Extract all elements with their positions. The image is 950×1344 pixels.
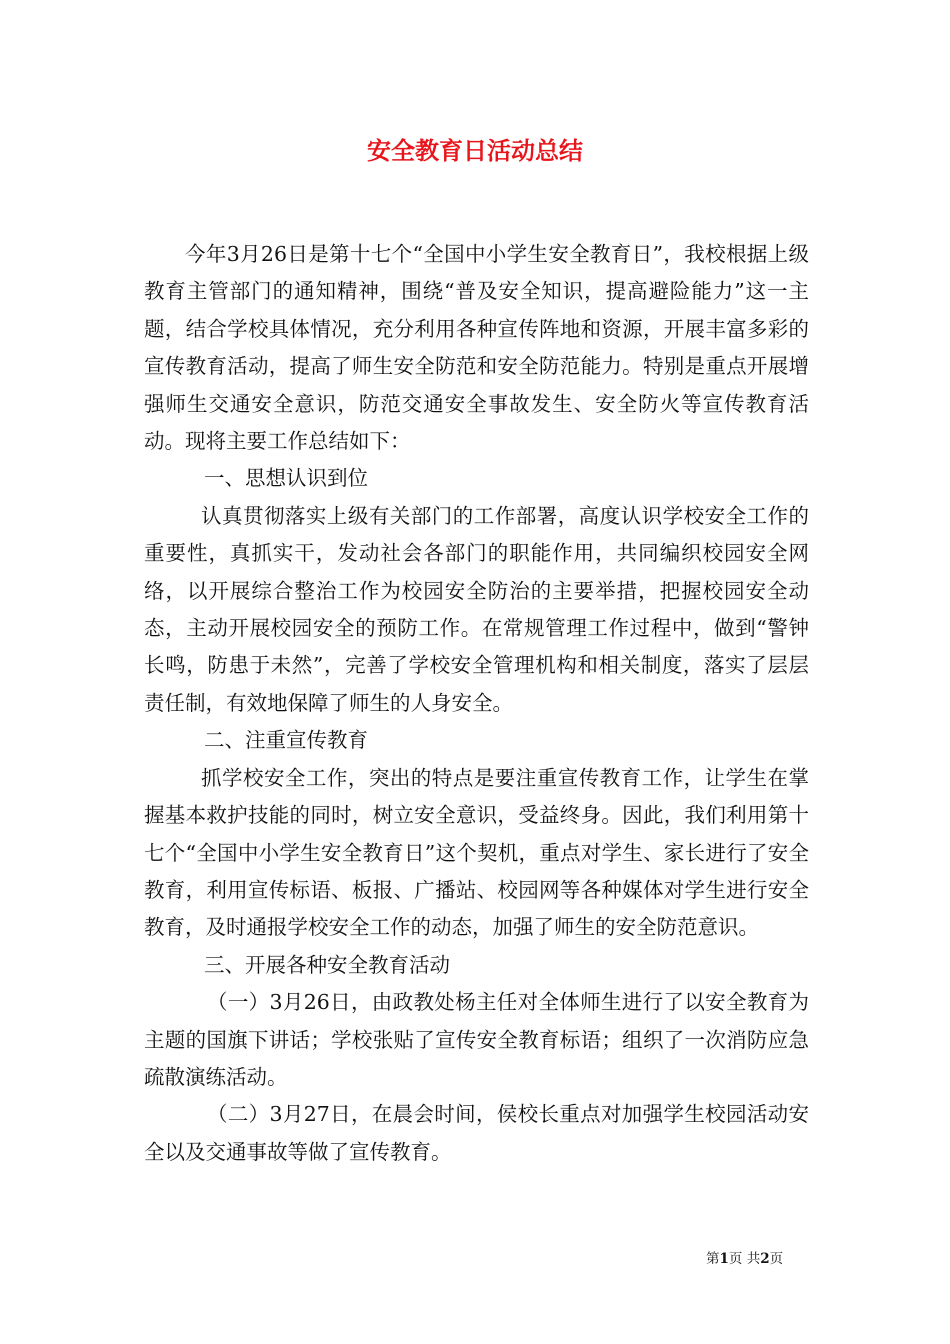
total-pages-number: 2 (760, 1251, 770, 1267)
current-page-number: 1 (719, 1251, 729, 1267)
document-body (144, 236, 809, 1171)
page-title: 安全教育日活动总结 (367, 136, 583, 165)
footer-suffix: 页 (769, 1251, 784, 1267)
intro-paragraph: 今年3月26日是第十七个“全国中小学生安全教育日”，我校根据上级教育主管部门的通知精神，围绕“普及安全知识，提高避险能力”这一主题，结合学校具体情况，充分利用各种宣传阵地和资源，开展丰富多彩的宣传教育活动，提高了师生安全防范和安全防范能力。特别是重点开展增强师生交通安全意识，防范交通安全事故发生、安全防火等宣传教育活动。现将主要工作总结如下： (144, 242, 809, 454)
section-heading-2: 二、注重宣传教育 (204, 728, 368, 753)
section-body-1: 认真贯彻落实上级有关部门的工作部署，高度认识学校安全工作的重要性，真抓实干，发动社会各部门的职能作用，共同编织校园安全网络，以开展综合整治工作为校园安全防治的主要举措，把握校园安全动态，主动开展校园安全的预防工作。在常规管理工作过程中，做到“警钟长鸣，防患于未然”，完善了学校安全管理机构和相关制度，落实了层层责任制，有效地保障了师生的人身安全。 (144, 503, 809, 715)
section-body-2: 抓学校安全工作，突出的特点是要注重宣传教育工作，让学生在掌握基本救护技能的同时，树立安全意识，受益终身。因此，我们利用第十七个“全国中小学生安全教育日”这个契机，重点对学生、家长进行了安全教育，利用宣传标语、板报、广播站、校园网等各种媒体对学生进行安全教育，及时通报学校安全工作的动态，加强了师生的安全防范意识。 (144, 765, 809, 940)
section-heading-3: 三、开展各种安全教育活动 (204, 952, 450, 977)
page-number-footer (706, 1250, 783, 1268)
footer-prefix: 第 (706, 1251, 720, 1267)
section-item-1: （一）3月26日，由政教处杨主任对全体师生进行了以安全教育为主题的国旗下讲话；学校张贴了宣传安全教育标语；组织了一次消防应急疏散演练活动。 (144, 990, 809, 1089)
section-heading-1: 一、思想认识到位 (204, 466, 368, 491)
section-item-2: （二）3月27日，在晨会时间，侯校长重点对加强学生校园活动安全以及交通事故等做了宣传教育。 (144, 1102, 809, 1164)
footer-middle: 页 共 (728, 1251, 761, 1267)
